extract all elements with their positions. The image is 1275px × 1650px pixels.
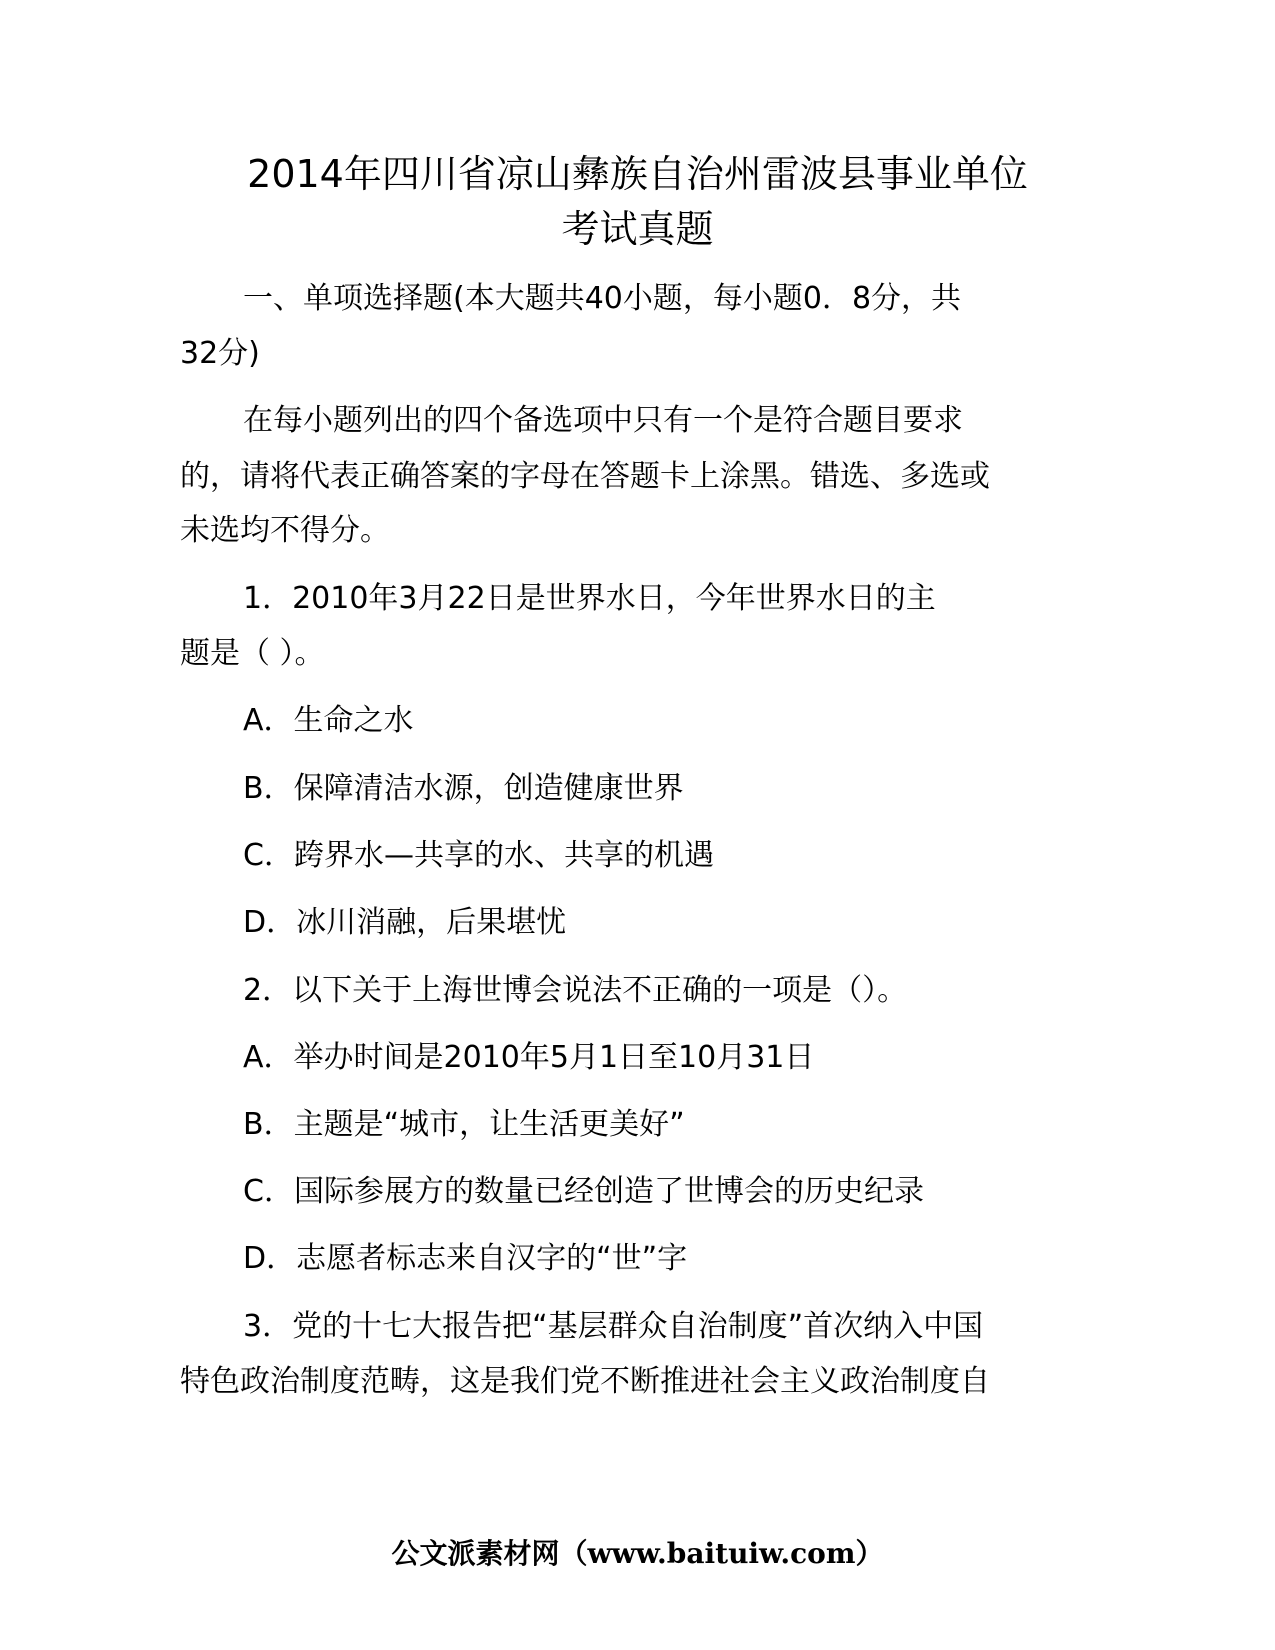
question-1-option-d: D．冰川消融，后果堪忧 bbox=[243, 905, 567, 940]
question-1-stem-line-1: 1．2010年3月22日是世界水日，今年世界水日的主 bbox=[243, 581, 936, 616]
document-title-line-1: 2014年四川省凉山彝族自治州雷波县事业单位 bbox=[247, 152, 1028, 196]
question-2-option-a: A．举办时间是2010年5月1日至10月31日 bbox=[243, 1040, 815, 1075]
question-2-stem-line-1: 2．以下关于上海世博会说法不正确的一项是（）。 bbox=[243, 973, 908, 1008]
document-title-line-2: 考试真题 bbox=[561, 207, 714, 251]
question-1-stem-line-2: 题是（ ）。 bbox=[180, 636, 325, 671]
instructions-line-1: 在每小题列出的四个备选项中只有一个是符合题目要求 bbox=[243, 403, 963, 438]
question-2-option-c: C．国际参展方的数量已经创造了世博会的历史纪录 bbox=[243, 1174, 924, 1209]
section-heading-line-2: 32分) bbox=[180, 336, 260, 371]
question-1-option-b: B．保障清洁水源，创造健康世界 bbox=[243, 771, 684, 806]
question-1-option-a: A．生命之水 bbox=[243, 703, 414, 738]
question-3-stem-line-2: 特色政治制度范畴，这是我们党不断推进社会主义政治制度自 bbox=[180, 1364, 990, 1399]
section-heading-line-1: 一、单项选择题(本大题共40小题，每小题0．8分，共 bbox=[243, 281, 962, 316]
question-1-option-c: C．跨界水—共享的水、共享的机遇 bbox=[243, 838, 714, 873]
question-3-stem-line-1: 3．党的十七大报告把“基层群众自治制度”首次纳入中国 bbox=[243, 1309, 984, 1344]
instructions-line-3: 未选均不得分。 bbox=[180, 513, 390, 548]
page-footer: 公文派素材网（www.baituiw.com） bbox=[391, 1537, 884, 1570]
instructions-line-2: 的，请将代表正确答案的字母在答题卡上涂黑。错选、多选或 bbox=[180, 459, 990, 494]
question-2-option-d: D．志愿者标志来自汉字的“世”字 bbox=[243, 1241, 688, 1276]
question-2-option-b: B．主题是“城市，让生活更美好” bbox=[243, 1107, 685, 1142]
